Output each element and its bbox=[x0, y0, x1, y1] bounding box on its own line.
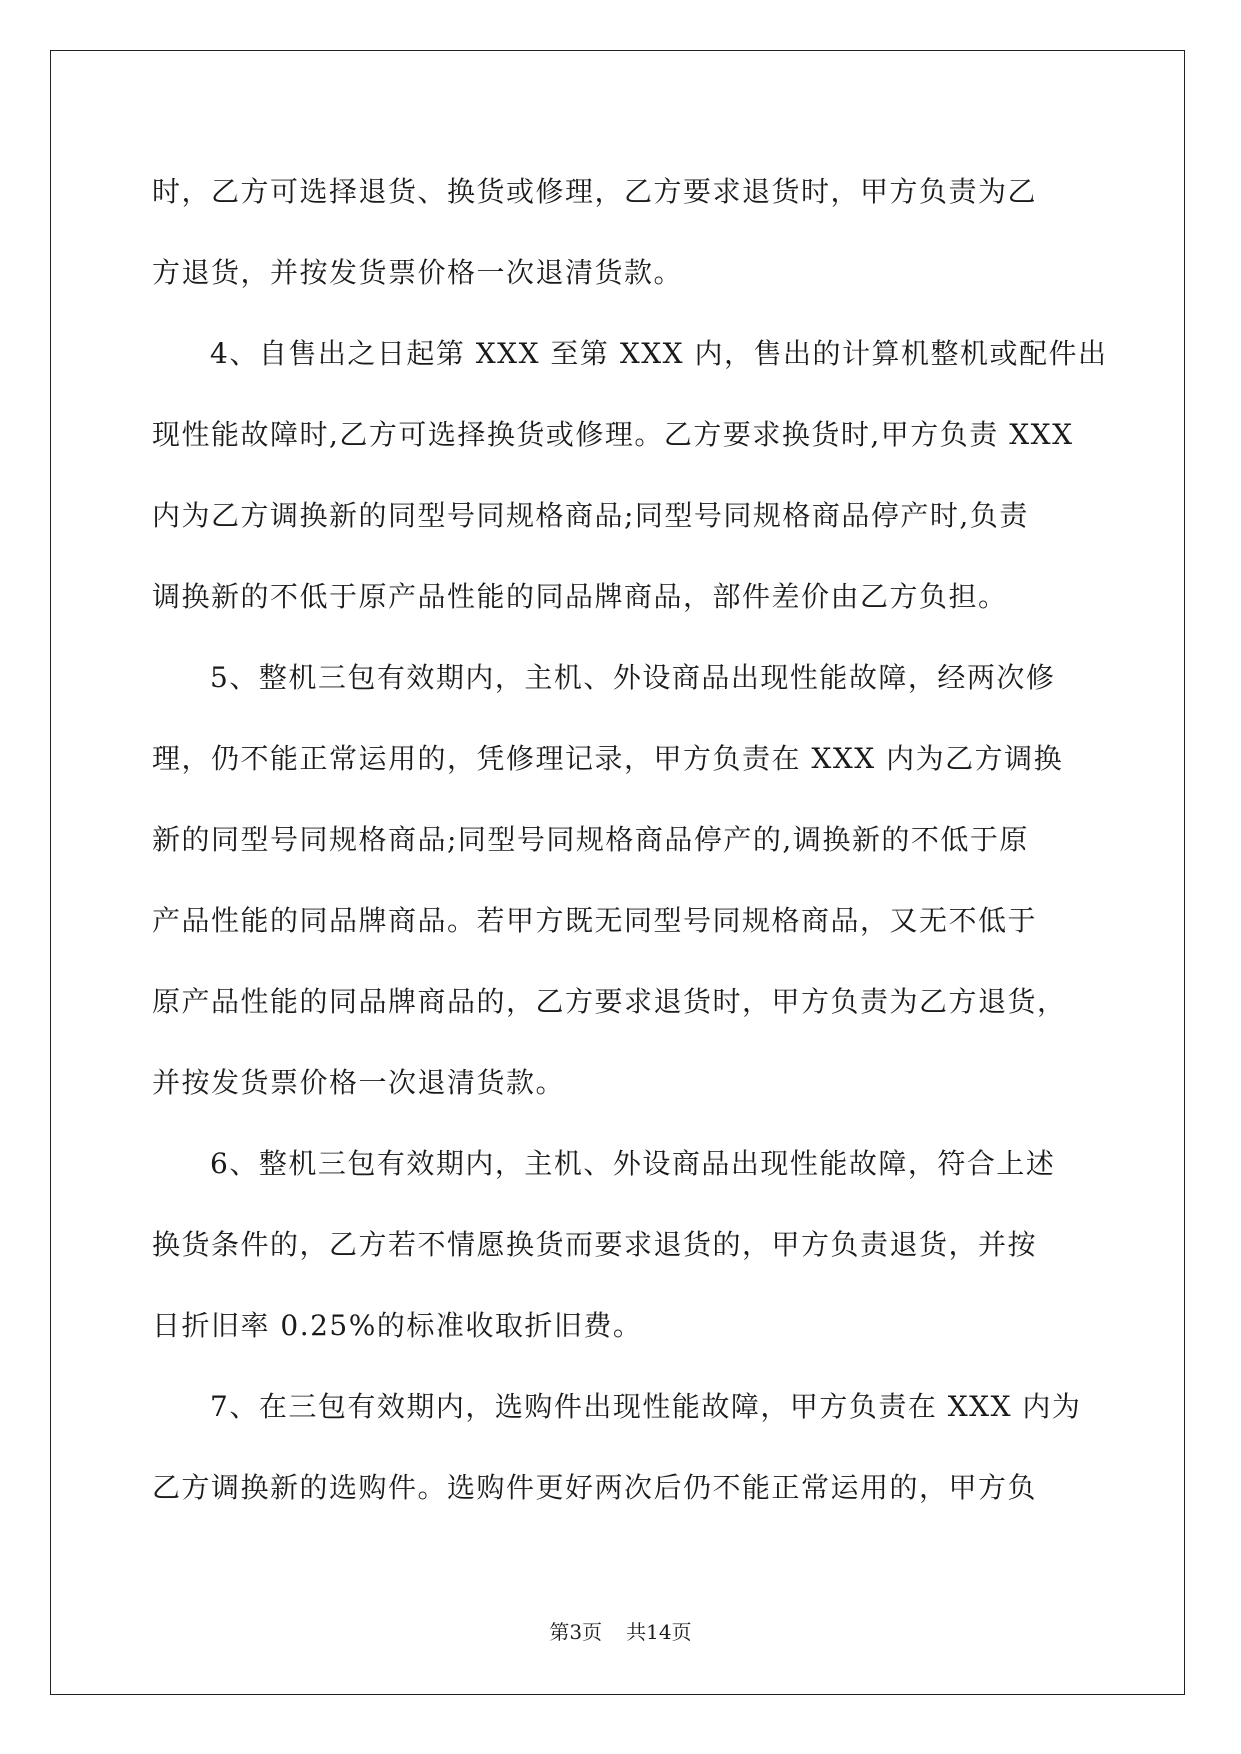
document-body bbox=[152, 162, 1108, 1539]
text-line: 理，仍不能正常运用的，凭修理记录，甲方负责在 XXX 内为乙方调换 bbox=[152, 742, 1064, 775]
text-line: 方退货，并按发货票价格一次退清货款。 bbox=[152, 256, 684, 289]
paragraph-6-line: 6、整机三包有效期内，主机、外设商品出现性能故障，符合上述 bbox=[210, 1147, 1056, 1180]
text-line: 乙方调换新的选购件。选购件更好两次后仍不能正常运用的，甲方负 bbox=[152, 1471, 1038, 1504]
text-line: 日折旧率 0.25%的标准收取折旧费。 bbox=[152, 1309, 643, 1342]
text-line: 并按发货票价格一次退清货款。 bbox=[152, 1066, 566, 1099]
text-line: 时，乙方可选择退货、换货或修理，乙方要求退货时，甲方负责为乙 bbox=[152, 175, 1038, 208]
page-total: 共14页 bbox=[626, 1620, 692, 1644]
paragraph-4-line: 4、自售出之日起第 XXX 至第 XXX 内，售出的计算机整机或配件出 bbox=[210, 337, 1108, 370]
paragraph-7-line: 7、在三包有效期内，选购件出现性能故障，甲方负责在 XXX 内为 bbox=[210, 1390, 1082, 1423]
text-line: 产品性能的同品牌商品。若甲方既无同型号同规格商品，又无不低于 bbox=[152, 904, 1038, 937]
text-line: 调换新的不低于原产品性能的同品牌商品，部件差价由乙方负担。 bbox=[152, 580, 1008, 613]
text-line: 原产品性能的同品牌商品的，乙方要求退货时，甲方负责为乙方退货， bbox=[152, 985, 1067, 1018]
page-footer bbox=[0, 1616, 1241, 1645]
text-line: 换货条件的，乙方若不情愿换货而要求退货的，甲方负责退货，并按 bbox=[152, 1228, 1038, 1261]
text-line: 内为乙方调换新的同型号同规格商品;同型号同规格商品停产时,负责 bbox=[152, 499, 1029, 532]
page-number: 第3页 bbox=[549, 1620, 603, 1644]
text-line: 现性能故障时,乙方可选择换货或修理。乙方要求换货时,甲方负责 XXX bbox=[152, 418, 1074, 451]
paragraph-5-line: 5、整机三包有效期内，主机、外设商品出现性能故障，经两次修 bbox=[210, 661, 1056, 694]
text-line: 新的同型号同规格商品;同型号同规格商品停产的,调换新的不低于原 bbox=[152, 823, 1029, 856]
